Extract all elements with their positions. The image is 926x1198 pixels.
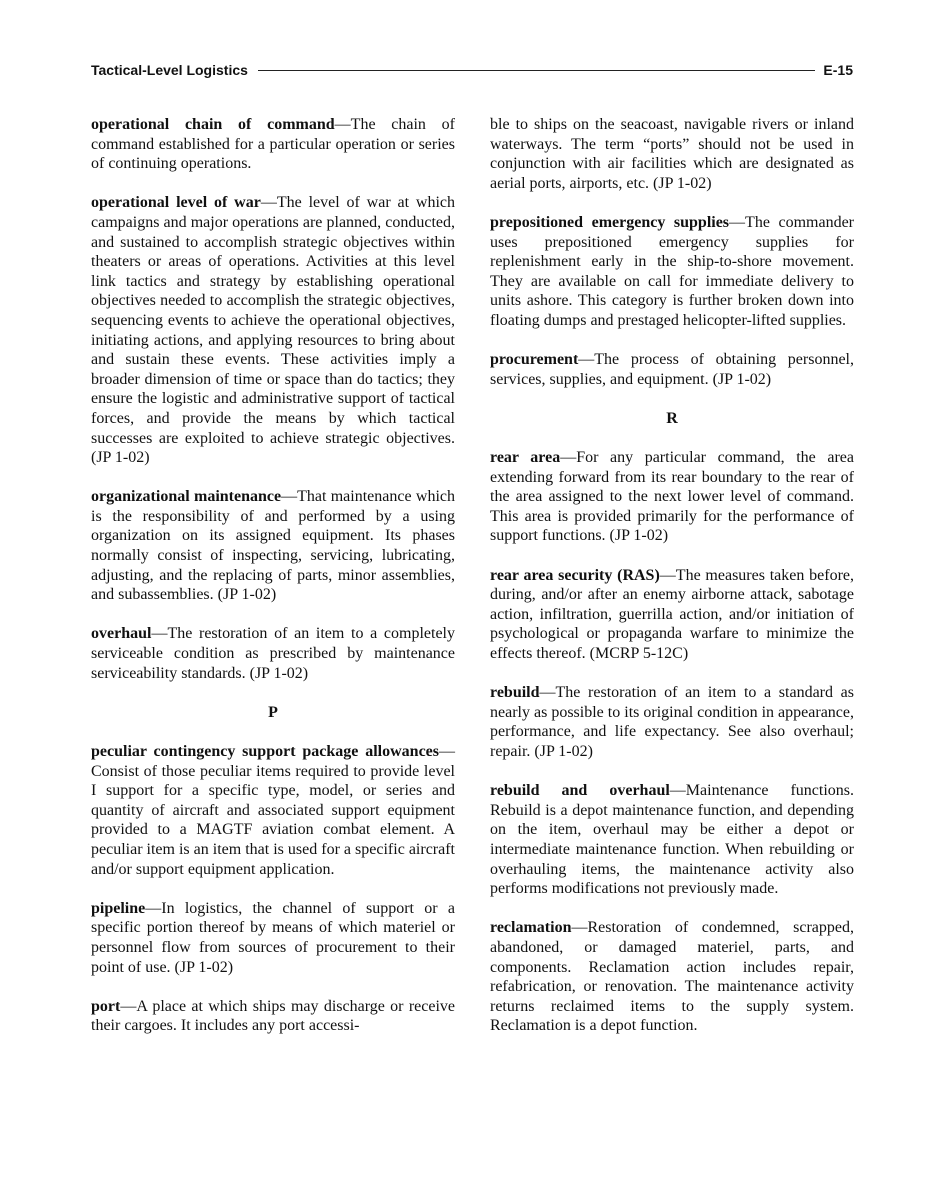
glossary-entry	[91, 742, 455, 879]
glossary-entry	[490, 213, 854, 331]
glossary-definition: —The restoration of an item to a completely serviceable condition as prescribed by maintenance serviceability standards. (JP 1-02)	[91, 625, 455, 682]
header-rule	[258, 70, 816, 71]
glossary-entry	[91, 899, 455, 977]
glossary-definition: —A place at which ships may discharge or receive their cargoes. It includes any port accessi-	[91, 997, 455, 1035]
glossary-term: operational level of war	[91, 194, 261, 212]
glossary-definition: —For any particular command, the area extending forward from its rear boundary to the rear of the area assigned to the next lower level of command. This area is provided primarily for the performance of support functions. (JP 1-02)	[490, 449, 854, 545]
glossary-entry	[91, 624, 455, 683]
glossary-definition: —That maintenance which is the responsibility of and performed by a using organization on its assigned equipment. Its phases normally consist of inspecting, servicing, lubricating, adjusting, and the replacing of parts, minor assemblies, and subassemblies. (JP 1-02)	[91, 488, 456, 604]
glossary-definition: —The level of war at which campaigns and major operations are planned, conducted, and sustained to accomplish strategic objectives within theaters or areas of operations. Activities at this level link tactics and strategy by establishing operational objectives needed to accomplish the strategic objectives, sequencing events to achieve the operational objectives, initiating actions, and applying resources to bring about and sustain these events. These activities imply a broader dimension of time or space than do tactics; they ensure the logistic and administrative support of tactical forces, and provide the means by which tactical successes are exploited to achieve strategic objectives. (JP 1-02)	[91, 194, 456, 467]
glossary-entry	[490, 918, 854, 1036]
glossary-definition: —Restoration of condemned, scrapped, abandoned, or damaged materiel, parts, and components. Reclamation action includes repair, refabrication, or renovation. The maintenance activity returns reclaimed items to the supply system. Reclamation is a depot function.	[490, 919, 854, 1035]
glossary-term: procurement	[490, 351, 579, 369]
glossary-term: peculiar contingency support package allowances	[91, 743, 439, 760]
glossary-term: rear area	[490, 449, 561, 467]
glossary-entry	[490, 781, 854, 899]
glossary-term: organizational maintenance	[91, 488, 282, 506]
header-title: Tactical-Level Logistics	[91, 62, 248, 78]
glossary-entry	[490, 350, 854, 389]
glossary-entry	[490, 566, 854, 664]
glossary-definition: —The process of obtaining personnel, services, supplies, and equipment. (JP 1-02)	[490, 351, 854, 388]
section-letter: P	[268, 703, 278, 721]
glossary-definition: —In logistics, the channel of support or a specific portion thereof by means of which materiel or personnel flow from sources of procurement to their point of use. (JP 1-02)	[91, 899, 455, 976]
glossary-definition: —Maintenance functions. Rebuild is a depot maintenance function, and depending on the item, overhaul may be either a depot or intermediate maintenance function. When rebuilding or overhauling items, the maintenance activity also performs modifications not previously made.	[490, 782, 854, 898]
glossary-term: rebuild	[490, 684, 540, 702]
glossary-term: rebuild and overhaul	[490, 782, 670, 800]
glossary-term: reclamation	[490, 919, 572, 937]
left-column	[91, 115, 455, 1056]
glossary-definition: —The commander uses prepositioned emergency supplies for replenishment early in the ship-to-shore movement. They are available on call for immediate delivery to units ashore. This category is further broken down into floating dumps and prestaged helicopter-lifted supplies.	[490, 213, 854, 329]
glossary-definition: —The chain of command established for a particular operation or series of continuing operations.	[91, 116, 455, 173]
glossary-entry	[490, 683, 854, 761]
section-letter: R	[666, 409, 678, 427]
glossary-term: pipeline	[91, 899, 146, 917]
glossary-term: rear area security (RAS)	[490, 566, 660, 584]
running-header	[91, 60, 853, 80]
right-column	[490, 115, 854, 1056]
glossary-term: overhaul	[91, 625, 152, 643]
glossary-definition: —The restoration of an item to a standard as nearly as possible to its original condition in appearance, performance, and life expectancy. See also overhaul; repair. (JP 1-02)	[490, 684, 854, 760]
glossary-entry	[91, 487, 455, 605]
glossary-entry	[91, 997, 455, 1036]
glossary-term: port	[91, 997, 121, 1015]
glossary-definition: —Consist of those peculiar items required to provide level I support for a specific type, model, or series and quantity of aircraft and associated support equipment provided to a MAGTF aviation combat element. A peculiar item is an item that is used for a specific aircraft and/or support equipment application.	[91, 743, 455, 878]
continued-text: ble to ships on the seacoast, navigable rivers or inland waterways. The term “ports” should not be used in conjunction with air facilities which are designated as aerial ports, airports, etc. (JP 1-02)	[490, 116, 854, 192]
glossary-term: operational chain of command	[91, 116, 335, 133]
glossary-definition: —The measures taken before, during, and/or after an enemy airborne attack, sabotage action, infiltration, guerrilla action, and/or initiation of psychological or propaganda warfare to minimize the effects thereof. (MCRP 5-12C)	[490, 566, 854, 663]
glossary-entry	[490, 448, 854, 546]
glossary-entry	[91, 193, 455, 467]
page-number: E-15	[823, 62, 853, 78]
glossary-entry	[91, 115, 455, 174]
glossary-term: prepositioned emergency supplies	[490, 213, 730, 231]
